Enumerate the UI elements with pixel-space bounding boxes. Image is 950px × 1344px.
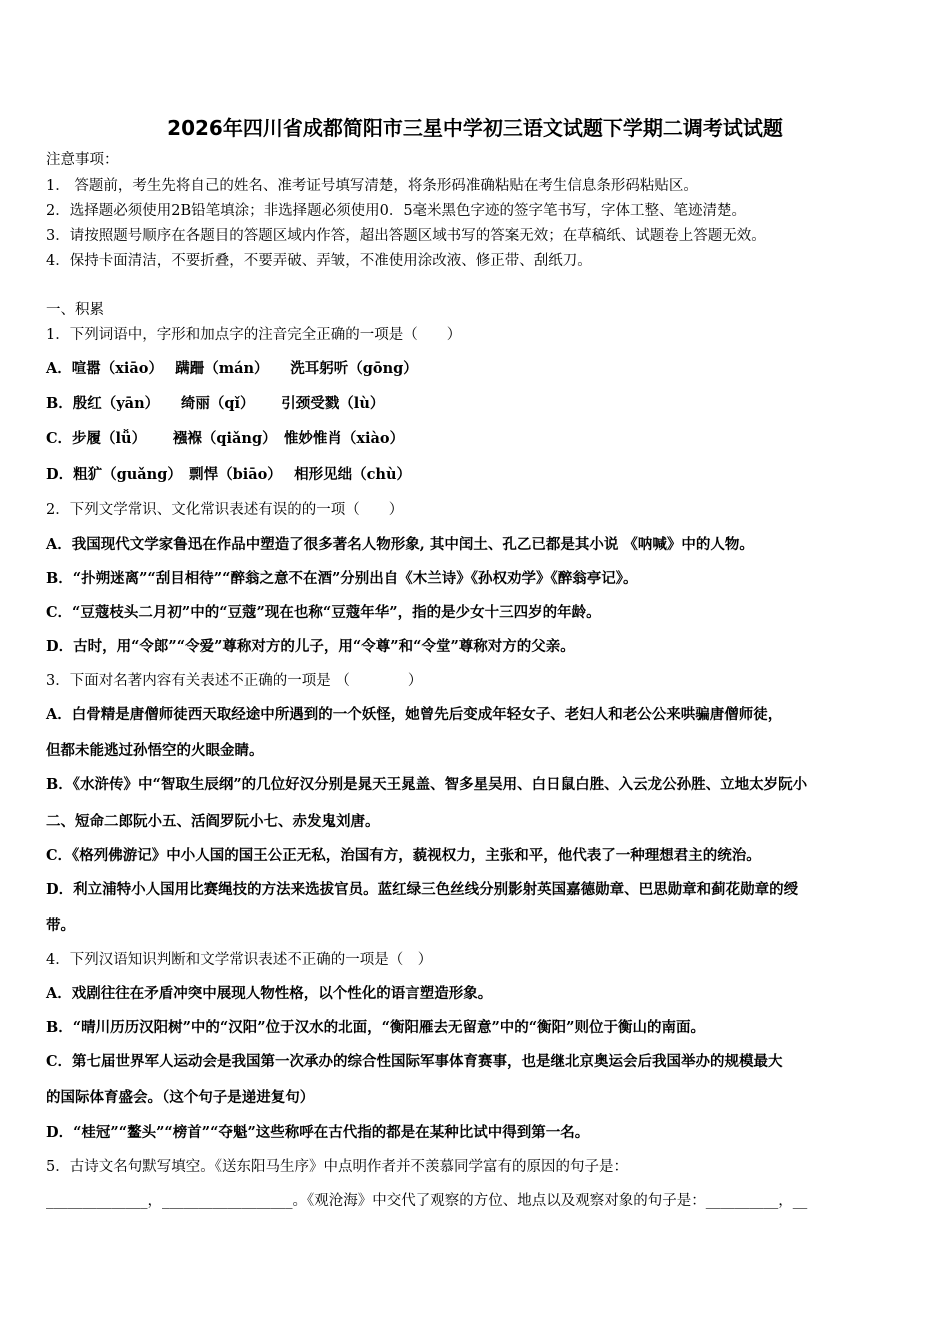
question-3-line: 二、短命二郎阮小五、活阎罗阮小七、赤发鬼刘唐。 bbox=[46, 813, 380, 830]
question-2-option-b: B．“扑朔迷离”“刮目相待”“醉翁之意不在酒”分别出自《木兰诗》《孙权劝学》《醉翁亭记》。 bbox=[46, 570, 638, 587]
question-3-line: C．《格列佛游记》中小人国的国王公正无私，治国有方，藐视权力，主张和平，他代表了一种理想君主的统治。 bbox=[46, 847, 761, 864]
question-1-option-a: A．喧嚣（xiāo） 蹒跚（mán） 洗耳躬听（gōng） bbox=[46, 360, 418, 377]
notice-item: 1． 答题前，考生先将自己的姓名、准考证号填写清楚，将条形码准确粘贴在考生信息条形码粘贴区。 bbox=[46, 178, 698, 194]
question-1-option-b: B．殷红（yān） 绮丽（qǐ） 引颈受戮（lù） bbox=[46, 395, 385, 412]
question-4-line: D．“桂冠”“鳌头”“榜首”“夺魁”这些称呼在古代指的都是在某种比试中得到第一名。 bbox=[46, 1124, 590, 1141]
section-heading: 一、积累 bbox=[46, 302, 104, 318]
question-3-line: A．白骨精是唐僧师徒西天取经途中所遇到的一个妖怪，她曾先后变成年轻女子、老妇人和老公公来哄骗唐僧师徒， bbox=[46, 706, 783, 723]
question-3-line: D．利立浦特小人国用比赛绳技的方法来选拔官员。蓝红绿三色丝线分别影射英国嘉德勋章、巴思勋章和蓟花勋章的绶 bbox=[46, 881, 799, 898]
question-2-option-a: A．我国现代文学家鲁迅在作品中塑造了很多著名人物形象, 其中闰土、孔乙已都是其小说 《呐喊》中的人物。 bbox=[46, 536, 754, 553]
question-3-line: 带。 bbox=[46, 917, 75, 934]
question-2-stem: 2．下列文学常识、文化常识表述有误的的一项（ ） bbox=[46, 502, 404, 518]
question-1-option-d: D．粗犷（guǎng） 剽悍（biāo） 相形见绌（chù） bbox=[46, 466, 412, 483]
notice-item: 4．保持卡面清洁，不要折叠，不要弄破、弄皱，不准使用涂改液、修正带、刮纸刀。 bbox=[46, 253, 592, 269]
question-4-line: 的国际体育盛会。（这个句子是递进复句） bbox=[46, 1089, 315, 1106]
question-3-line: B．《水浒传》中“智取生辰纲”的几位好汉分别是晁天王晁盖、智多星吴用、白日鼠白胜、入云龙公孙胜、立地太岁阮小 bbox=[46, 776, 808, 793]
question-5-stem: 5．古诗文名句默写填空。《送东阳马生序》中点明作者并不羡慕同学富有的原因的句子是： bbox=[46, 1159, 628, 1175]
question-1-option-c: C．步履（lǚ） 襁褓（qiǎng） 惟妙惟肖（xiào） bbox=[46, 430, 405, 447]
question-5-blanks: ______________，__________________。《观沧海》中交代了观察的方位、地点以及观察对象的句子是：__________，__ bbox=[46, 1193, 808, 1209]
question-3-line: 但都未能逃过孙悟空的火眼金睛。 bbox=[46, 742, 264, 759]
question-4-stem: 4．下列汉语知识判断和文学常识表述不正确的一项是（ ） bbox=[46, 952, 433, 968]
question-2-option-c: C．“豆蔻枝头二月初”中的“豆蔻”现在也称“豆蔻年华”，指的是少女十三四岁的年龄。 bbox=[46, 604, 601, 621]
question-4-line: C．第七届世界军人运动会是我国第一次承办的综合性国际军事体育赛事，也是继北京奥运会后我国举办的规模最大 bbox=[46, 1053, 783, 1070]
question-1-stem: 1．下列词语中，字形和加点字的注音完全正确的一项是（ ） bbox=[46, 327, 462, 343]
question-3-stem: 3．下面对名著内容有关表述不正确的一项是 （ ） bbox=[46, 673, 423, 689]
notice-heading: 注意事项： bbox=[46, 152, 119, 168]
notice-item: 3．请按照题号顺序在各题目的答题区域内作答，超出答题区域书写的答案无效；在草稿纸、试题卷上答题无效。 bbox=[46, 228, 766, 244]
page-title: 2026年四川省成都简阳市三星中学初三语文试题下学期二调考试试题 bbox=[167, 116, 783, 140]
question-4-line: B．“晴川历历汉阳树”中的“汉阳”位于汉水的北面，“衡阳雁去无留意”中的“衡阳”则位于衡山的南面。 bbox=[46, 1019, 705, 1036]
question-2-option-d: D．古时，用“令郎”“令爱”尊称对方的儿子，用“令尊”和“令堂”尊称对方的父亲。 bbox=[46, 638, 575, 655]
notice-item: 2．选择题必须使用2B铅笔填涂；非选择题必须使用0．5毫米黑色字迹的签字笔书写，字体工整、笔迹清楚。 bbox=[46, 203, 747, 219]
question-4-line: A．戏剧往往在矛盾冲突中展现人物性格，以个性化的语言塑造形象。 bbox=[46, 985, 493, 1002]
